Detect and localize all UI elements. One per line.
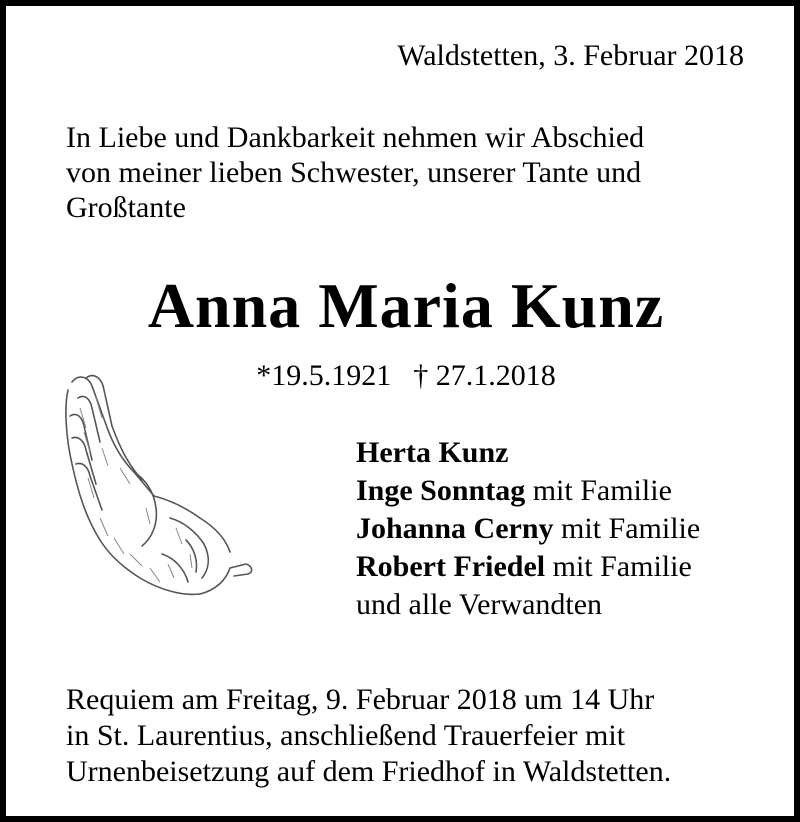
mourner-line [356, 472, 776, 510]
service-line: Urnenbeisetzung auf dem Friedhof in Waldstetten. [66, 755, 672, 788]
service-line: Requiem am Freitag, 9. Februar 2018 um 14 Uhr [66, 683, 655, 716]
mourners-list [356, 434, 776, 624]
death-date: † 27.1.2018 [413, 359, 556, 392]
mourner-name: Robert Friedel [356, 550, 546, 583]
service-line: in St. Laurentius, anschließend Trauerfeier mit [66, 719, 626, 752]
mourner-line [356, 548, 776, 586]
birth-date: *19.5.1921 [256, 359, 392, 392]
mourner-suffix: und alle Verwandten [356, 588, 603, 621]
mourner-suffix: mit Familie [545, 550, 692, 583]
mourner-line [356, 586, 776, 624]
mourner-suffix: mit Familie [553, 512, 701, 545]
place-date: Waldstetten, 3. Februar 2018 [397, 39, 744, 72]
service-info [66, 682, 786, 790]
intro-text [66, 120, 766, 225]
mourner-line [356, 510, 776, 548]
mourner-line [356, 434, 776, 472]
intro-line: Großtante [66, 191, 186, 224]
mourner-name: Johanna Cerny [356, 512, 554, 545]
deceased-name: Anna Maria Kunz [147, 270, 665, 341]
intro-line: In Liebe und Dankbarkeit nehmen wir Abschied [66, 121, 645, 154]
intro-line: von meiner lieben Schwester, unserer Tante und [66, 156, 642, 189]
praying-hands-icon [50, 368, 260, 618]
mourner-suffix: mit Familie [525, 474, 672, 507]
mourner-name: Inge Sonntag [356, 474, 526, 507]
mourner-name: Herta Kunz [356, 436, 509, 469]
